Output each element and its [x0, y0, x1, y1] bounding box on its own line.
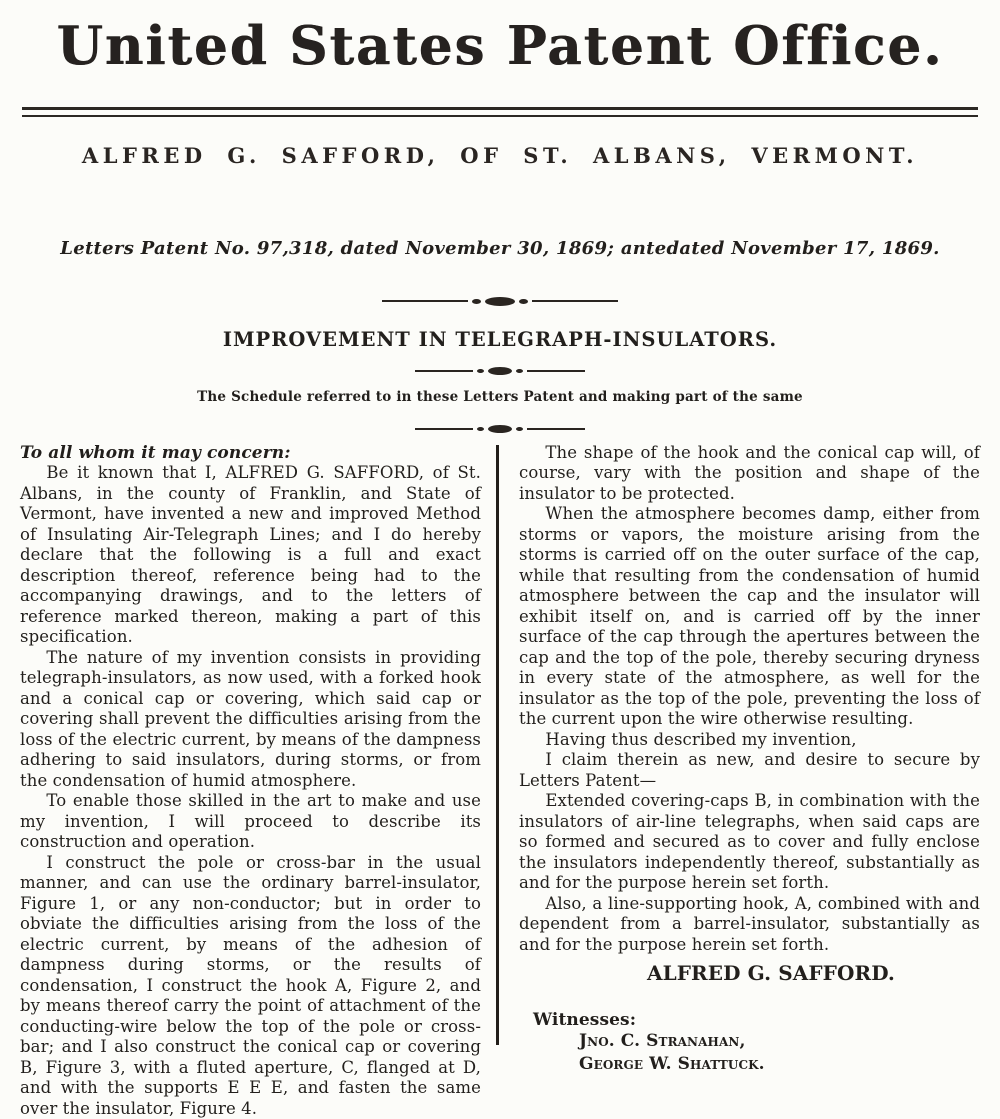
inventor-byline: ALFRED G. SAFFORD, OF ST. ALBANS, VERMONT. — [81, 142, 919, 168]
witness-name: George W. Shattuck. — [579, 1054, 765, 1075]
patent-document-page — [0, 12, 1000, 1118]
column-divider-rule — [496, 445, 499, 1045]
paragraph: I claim therein as new, and desire to secure by Letters Patent— — [519, 750, 980, 790]
ornament-dot — [477, 427, 484, 431]
ornament-line — [527, 428, 585, 430]
invention-title: IMPROVEMENT IN TELEGRAPH-INSULATORS. — [222, 327, 778, 351]
ornament-line — [532, 300, 618, 302]
document-columns — [0, 443, 1000, 1119]
ornament-line — [382, 300, 468, 302]
ornament-lens — [488, 425, 512, 433]
witness-name: Jno. C. Stranahan, — [579, 1031, 746, 1052]
ornament-lens — [488, 367, 512, 375]
ornament-dot — [516, 369, 523, 373]
paragraph: Be it known that I, ALFRED G. SAFFORD, of St. Albans, in the county of Franklin, and State of Vermont, have invented a new and improved Method of Insulating Air-Telegraph Lines; and I do hereby declare that the following is a full and exact description thereof, reference being had to the accompanying drawings, and to the letters of reference marked thereon, making a part of this specification. — [20, 463, 481, 647]
paragraph: Extended covering-caps B, in combination with the insulators of air-line telegraphs, when said caps are so formed and secured as to cover and fully enclose the insulators independently thereof, substantially as and for the purpose herein set forth. — [519, 791, 980, 893]
schedule-note: The Schedule referred to in these Letters Patent and making part of the same — [197, 388, 803, 405]
masthead-title: United States Patent Office. — [56, 15, 944, 77]
ornament-dot — [472, 299, 481, 304]
masthead-rule — [22, 107, 978, 117]
left-column — [20, 443, 481, 1119]
right-column — [519, 443, 980, 1119]
ornament-lens — [485, 297, 515, 306]
divider-ornament-icon — [0, 367, 1000, 375]
inventor-signature: ALFRED G. SAFFORD. — [646, 961, 895, 986]
paragraph: Also, a line-supporting hook, A, combined with and dependent from a barrel-insulator, substantially as and for the purpose herein set forth. — [519, 893, 980, 954]
ornament-line — [415, 428, 473, 430]
ornament-line — [527, 370, 585, 372]
paragraph: Having thus described my invention, — [545, 729, 857, 749]
witnesses-block — [519, 1010, 980, 1077]
witnesses-label: Witnesses: — [533, 1009, 637, 1030]
divider-ornament-icon — [0, 297, 1000, 306]
paragraph: To enable those skilled in the art to make and use my invention, I will proceed to describe its construction and operation. — [20, 791, 481, 852]
paragraph: The nature of my invention consists in providing telegraph-insulators, as now used, with a forked hook and a conical cap or covering, which said cap or covering shall prevent the difficulties arising from the loss of the electric current, by means of the dampness adhering to said insulators, during storms, or from the condensation of humid atmosphere. — [20, 647, 481, 790]
ornament-dot — [516, 427, 523, 431]
paragraph: The shape of the hook and the conical cap will, of course, vary with the position and shape of the insulator to be protected. — [519, 442, 980, 503]
paragraph: I construct the pole or cross-bar in the usual manner, and can use the ordinary barrel-insulator, Figure 1, or any non-conductor; but in order to obviate the difficulties arising from the loss of the electric current, by means of the adhesion of dampness during storms, or the results of condensation, I construct the hook A, Figure 2, and by means thereof carry the point of attachment of the conducting-wire below the top of the pole or cross-bar; and I also construct the conical cap or covering B, Figure 3, with a fluted aperture, C, flanged at D, and with the supports E E E, and fasten the same over the insulator, Figure 4. — [20, 852, 481, 1118]
paragraph: When the atmosphere becomes damp, either from storms or vapors, the moisture arising from the storms is carried off on the outer surface of the cap, while that resulting from the condensation of humid atmosphere between the cap and the insulator will exhibit itself on, and is carried off by the inner surface of the cap through the apertures between the cap and the top of the pole, thereby securing dryness in every state of the atmosphere, as well for the insulator as the top of the pole, preventing the loss of the current upon the wire otherwise resulting. — [519, 504, 980, 729]
ornament-line — [415, 370, 473, 372]
ornament-dot — [477, 369, 484, 373]
salutation: To all whom it may concern: — [20, 442, 291, 463]
ornament-dot — [519, 299, 528, 304]
patent-number-line: Letters Patent No. 97,318, dated November 30, 1869; antedated November 17, 1869. — [60, 237, 940, 259]
divider-ornament-icon — [0, 425, 1000, 433]
